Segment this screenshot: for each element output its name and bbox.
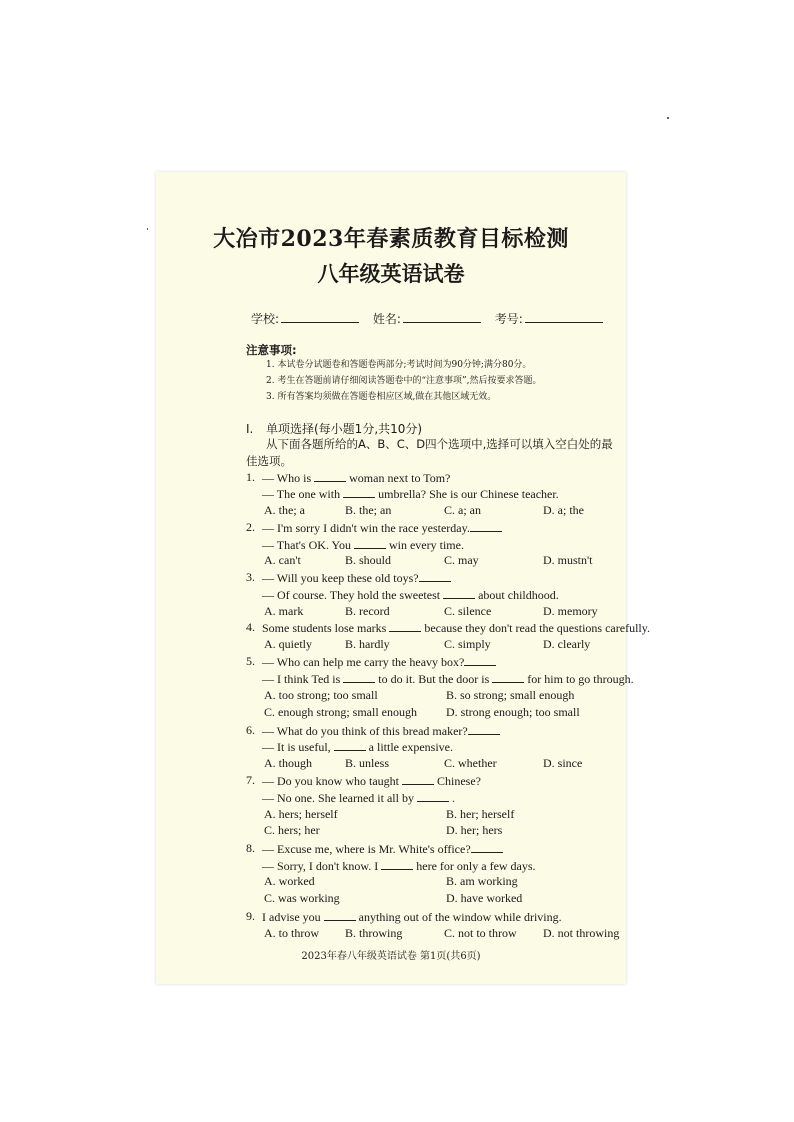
answer-option[interactable]: B. unless <box>345 756 390 770</box>
answer-option[interactable]: C. hers; her <box>264 823 320 837</box>
answer-blank <box>402 773 434 785</box>
question-text: — It is useful, <box>262 740 334 754</box>
question-text: . <box>451 791 455 805</box>
question-line <box>262 537 464 552</box>
answer-blank <box>468 723 500 735</box>
question-text: anything out of the window while driving. <box>358 910 562 924</box>
answer-option[interactable]: A. the; a <box>264 503 305 517</box>
question-text: Some students lose marks <box>262 621 390 635</box>
answer-blank <box>334 739 366 751</box>
answer-option[interactable]: A. too strong; too small <box>264 688 378 702</box>
question-text: I advise you <box>262 910 324 924</box>
question-text: — Who can help me carry the heavy box? <box>262 655 465 669</box>
answer-option[interactable]: D. have worked <box>446 891 523 905</box>
question-line <box>262 587 559 602</box>
answer-option[interactable]: C. a; an <box>444 503 481 517</box>
answer-option[interactable]: B. so strong; small enough <box>446 688 575 702</box>
question-text: here for only a few days. <box>416 859 536 873</box>
question-text: to do it. But the door is <box>378 672 493 686</box>
question-text: — I think Ted is <box>262 672 344 686</box>
answer-option[interactable]: C. whether <box>444 756 497 770</box>
question-line <box>262 486 559 501</box>
question-number: 5. <box>246 654 255 668</box>
section-title: 单项选择(每小题1分,共10分) <box>266 422 423 436</box>
question-line <box>262 470 450 485</box>
question-number: 2. <box>246 520 255 534</box>
answer-option[interactable]: B. hardly <box>345 637 390 651</box>
answer-option[interactable]: C. may <box>444 553 479 567</box>
answer-option[interactable]: A. can't <box>264 553 301 567</box>
question-number: 7. <box>246 773 255 787</box>
answer-option[interactable]: B. am working <box>446 874 518 888</box>
question-text: — Excuse me, where is Mr. White's office? <box>262 842 471 856</box>
answer-option[interactable]: A. quietly <box>264 637 312 651</box>
answer-option[interactable]: D. her; hers <box>446 823 503 837</box>
answer-option[interactable]: D. memory <box>543 604 598 618</box>
answer-blank <box>343 486 375 498</box>
answer-option[interactable]: B. the; an <box>345 503 392 517</box>
name-blank[interactable] <box>403 310 481 323</box>
answer-option[interactable]: D. not throwing <box>543 926 620 940</box>
question-text: — The one with <box>262 487 344 501</box>
answer-option[interactable]: C. silence <box>444 604 492 618</box>
id-blank[interactable] <box>525 310 603 323</box>
question-number: 3. <box>246 570 255 584</box>
section-number: I. <box>246 422 254 436</box>
question-line <box>262 790 455 805</box>
question-line <box>262 858 536 873</box>
answer-option[interactable]: B. record <box>345 604 390 618</box>
question-text: about childhood. <box>478 588 559 602</box>
answer-blank <box>389 620 421 632</box>
note-item: 1. 本试卷分试题卷和答题卷两部分;考试时间为90分钟;满分80分。 <box>266 360 532 370</box>
notes-title: 注意事项: <box>246 343 297 357</box>
question-line <box>262 520 502 535</box>
answer-blank <box>419 570 451 582</box>
note-item: 2. 考生在答题前请仔细阅读答题卷中的“注意事项”,然后按要求答题。 <box>266 376 542 386</box>
answer-option[interactable]: B. should <box>345 553 392 567</box>
school-label: 学校: <box>251 312 280 326</box>
answer-option[interactable]: C. simply <box>444 637 491 651</box>
question-line <box>262 620 650 635</box>
answer-option[interactable]: A. mark <box>264 604 304 618</box>
question-line <box>262 654 496 669</box>
scan-speck <box>147 228 148 230</box>
answer-blank <box>464 654 496 666</box>
question-text: — Who is <box>262 471 315 485</box>
answer-blank <box>324 909 356 921</box>
answer-option[interactable]: D. clearly <box>543 637 591 651</box>
question-number: 6. <box>246 723 255 737</box>
answer-option[interactable]: C. was working <box>264 891 340 905</box>
answer-blank <box>417 790 449 802</box>
answer-option[interactable]: C. enough strong; small enough <box>264 705 417 719</box>
question-text: — What do you think of this bread maker? <box>262 724 468 738</box>
question-number: 8. <box>246 841 255 855</box>
answer-blank <box>381 858 413 870</box>
scan-speck <box>667 117 669 119</box>
answer-blank <box>343 671 375 683</box>
answer-option[interactable]: D. a; the <box>543 503 584 517</box>
question-text: — I'm sorry I didn't win the race yesterday. <box>262 521 470 535</box>
question-number: 1. <box>246 470 255 484</box>
answer-blank <box>471 841 503 853</box>
question-line <box>262 841 503 856</box>
answer-blank <box>443 587 475 599</box>
page-footer: 2023年春八年级英语试卷 第1页(共6页) <box>301 951 481 962</box>
question-text: — That's OK. You <box>262 538 354 552</box>
exam-subtitle: 八年级英语试卷 <box>317 261 465 286</box>
note-item: 3. 所有答案均须做在答题卷相应区域,做在其他区域无效。 <box>266 392 497 402</box>
answer-option[interactable]: A. worked <box>264 874 315 888</box>
question-text: a little expensive. <box>368 740 453 754</box>
answer-blank <box>314 470 346 482</box>
answer-blank <box>354 537 386 549</box>
question-text: — No one. She learned it all by <box>262 791 417 805</box>
question-line <box>262 570 451 585</box>
answer-blank <box>470 520 502 532</box>
question-text: — Do you know who taught <box>262 774 402 788</box>
question-line <box>262 773 481 788</box>
student-info-line <box>251 310 613 327</box>
question-line <box>262 739 453 754</box>
question-text: — Sorry, I don't know. I <box>262 859 382 873</box>
answer-option[interactable]: D. since <box>543 756 583 770</box>
answer-option[interactable]: B. throwing <box>345 926 403 940</box>
question-text: — Will you keep these old toys? <box>262 571 419 585</box>
exam-page <box>156 172 650 984</box>
answer-option[interactable]: B. her; herself <box>446 807 515 821</box>
answer-option[interactable]: A. though <box>264 756 312 770</box>
question-line <box>262 909 562 924</box>
section-instruction: 从下面各题所给的A、B、C、D四个选项中,选择可以填入空白处的最 <box>266 437 613 451</box>
question-text: woman next to Tom? <box>349 471 451 485</box>
question-line <box>262 671 634 686</box>
question-line <box>262 723 500 738</box>
question-number: 4. <box>246 620 255 634</box>
question-number: 9. <box>246 909 255 923</box>
question-text: Chinese? <box>437 774 481 788</box>
school-blank[interactable] <box>281 310 359 323</box>
id-label: 考号: <box>494 312 523 326</box>
answer-option[interactable]: D. mustn't <box>543 553 593 567</box>
answer-option[interactable]: D. strong enough; too small <box>446 705 580 719</box>
question-text: because they don't read the questions carefully. <box>424 621 650 635</box>
question-text: umbrella? She is our Chinese teacher. <box>378 487 559 501</box>
section-instruction-cont: 佳选项。 <box>246 454 292 468</box>
question-text: for him to go through. <box>527 672 634 686</box>
answer-option[interactable]: A. to throw <box>264 926 319 940</box>
section-heading <box>246 420 422 437</box>
answer-option[interactable]: A. hers; herself <box>264 807 338 821</box>
name-label: 姓名: <box>372 312 401 326</box>
exam-title: 大冶市2023年春素质教育目标检测 <box>213 226 569 252</box>
question-text: — Of course. They hold the sweetest <box>262 588 444 602</box>
question-text: win every time. <box>388 538 464 552</box>
answer-blank <box>492 671 524 683</box>
answer-option[interactable]: C. not to throw <box>444 926 517 940</box>
